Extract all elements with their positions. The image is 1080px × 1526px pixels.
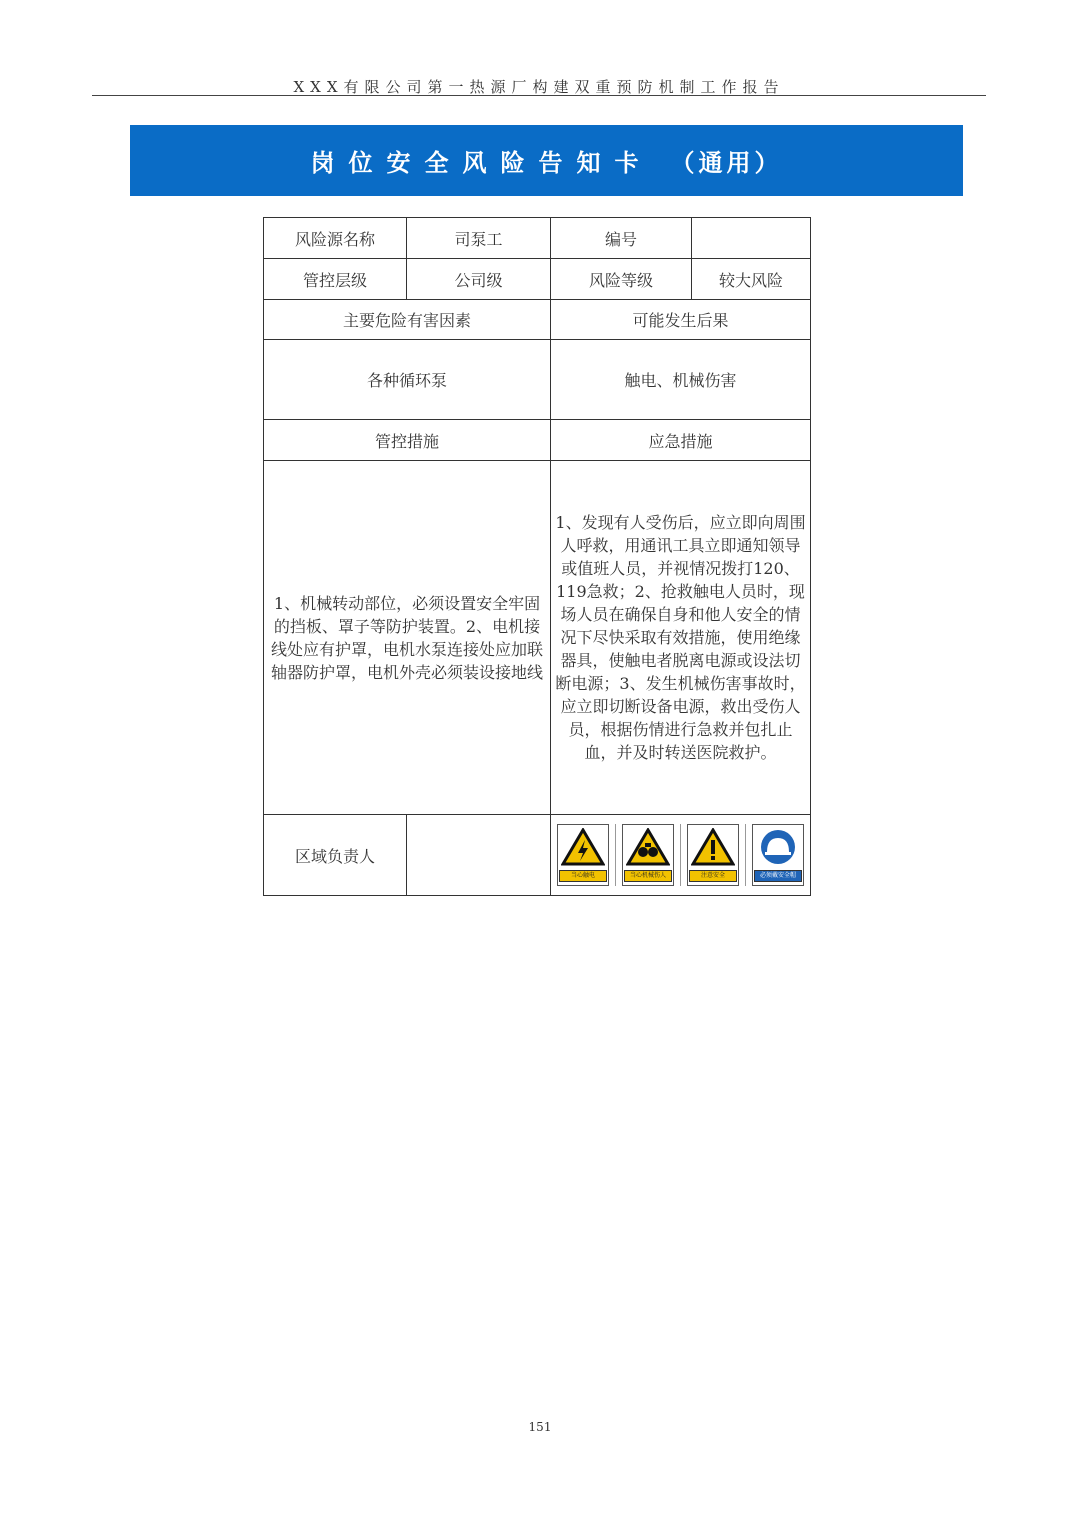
table-row bbox=[264, 259, 811, 300]
safety-signs-row bbox=[551, 824, 810, 886]
emergency-header: 应急措施 bbox=[551, 420, 811, 461]
sign-caption: 当心触电 bbox=[559, 870, 607, 882]
sign-caption: 必须戴安全帽 bbox=[754, 870, 802, 882]
sign-caption: 注意安全 bbox=[689, 870, 737, 882]
sign-caption: 当心机械伤人 bbox=[624, 870, 672, 882]
risk-grade-label: 风险等级 bbox=[551, 259, 692, 300]
control-level-value: 公司级 bbox=[407, 259, 551, 300]
consequence-header: 可能发生后果 bbox=[551, 300, 811, 340]
table-row bbox=[264, 340, 811, 420]
sign-caution bbox=[681, 824, 746, 886]
caution-warning-icon bbox=[687, 824, 739, 886]
page-number: 151 bbox=[528, 1420, 552, 1434]
sign-mechanical-injury bbox=[616, 824, 681, 886]
table-row bbox=[264, 420, 811, 461]
safety-signs-cell bbox=[551, 815, 811, 896]
sign-electric-shock bbox=[551, 824, 616, 886]
emergency-measures-text: 1、发现有人受伤后，应立即向周围人呼救，用通讯工具立即通知领导或值班人员，并视情况拨打120、119急救；2、抢救触电人员时，现场人员在确保自身和他人安全的情况下尽快采取有效措施，使用绝缘器具，使触电者脱离电源或设法切断电源；3、发生机械伤害事故时，应立即切断设备电源，救出受伤人员，根据伤情进行急救并包扎止血，并及时转送医院救护。 bbox=[551, 461, 811, 815]
risk-source-value: 司泵工 bbox=[407, 218, 551, 259]
risk-notice-table bbox=[263, 217, 811, 896]
number-label: 编号 bbox=[551, 218, 692, 259]
hazard-header: 主要危险有害因素 bbox=[264, 300, 551, 340]
running-header-title: XXX有限公司第一热源厂构建双重预防机制工作报告 bbox=[293, 78, 785, 96]
table-row bbox=[264, 218, 811, 259]
area-owner-label: 区域负责人 bbox=[264, 815, 407, 896]
mechanical-injury-warning-icon bbox=[622, 824, 674, 886]
card-title-banner bbox=[130, 125, 963, 196]
table-row bbox=[264, 815, 811, 896]
card-title: 岗位安全风险告知卡 bbox=[310, 148, 653, 177]
header-divider bbox=[92, 95, 986, 96]
consequence-value: 触电、机械伤害 bbox=[551, 340, 811, 420]
sign-wear-helmet bbox=[746, 824, 810, 886]
table-row bbox=[264, 300, 811, 340]
control-header: 管控措施 bbox=[264, 420, 551, 461]
wear-helmet-mandatory-icon bbox=[752, 824, 804, 886]
risk-grade-value: 较大风险 bbox=[692, 259, 811, 300]
card-subtitle: （通用） bbox=[670, 148, 783, 177]
control-measures-text: 1、机械转动部位，必须设置安全牢固的挡板、罩子等防护装置。2、电机接线处应有护罩，电机水泵连接处应加联轴器防护罩，电机外壳必须装设接地线 bbox=[264, 461, 551, 815]
table-row bbox=[264, 461, 811, 815]
number-value bbox=[692, 218, 811, 259]
hazard-value: 各种循环泵 bbox=[264, 340, 551, 420]
electric-shock-warning-icon bbox=[557, 824, 609, 886]
control-level-label: 管控层级 bbox=[264, 259, 407, 300]
risk-source-label: 风险源名称 bbox=[264, 218, 407, 259]
area-owner-value bbox=[407, 815, 551, 896]
